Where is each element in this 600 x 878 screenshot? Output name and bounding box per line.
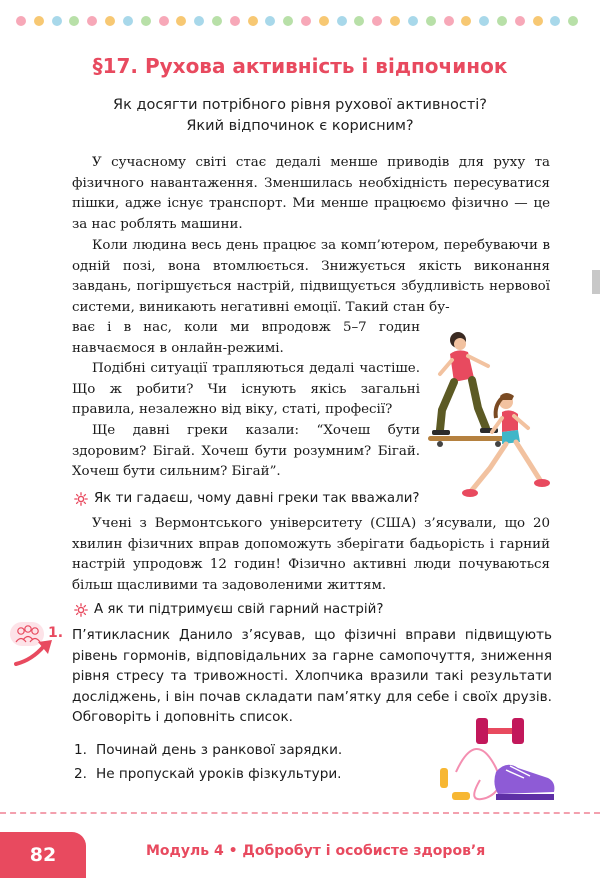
task-number: 1. (48, 625, 64, 641)
decorative-dot (479, 16, 489, 26)
question-2 (74, 600, 383, 620)
decorative-dot (194, 16, 204, 26)
decorative-dots-row (16, 16, 586, 28)
decorative-dot (568, 16, 578, 26)
decorative-dot (372, 16, 382, 26)
question-2-text: А як ти підтримуєш свій гарний настрій? (94, 602, 384, 617)
sun-icon (74, 492, 88, 506)
decorative-dot (34, 16, 44, 26)
paragraph-2-tail: ває і в нас, коли ми впродовж 5–7 годин навчаємося в онлайн-режимі. (72, 320, 420, 356)
paragraph-3: Подібні ситуації трапляються дедалі частіше. Що ж робити? Чи існують якісь загальні правила, незалежно від віку, статі, професії? (72, 361, 420, 418)
decorative-dot (354, 16, 364, 26)
list-item-text: Не пропускай уроків фізкультури. (96, 766, 342, 782)
decorative-dot (212, 16, 222, 26)
paragraph-4: Ще давні греки казали: “Хочеш бути здоровим? Бігай. Хочеш бути розумним? Бігай. Хочеш бути сильним? Бігай”. (72, 423, 420, 480)
decorative-dot (283, 16, 293, 26)
fitness-equipment-illustration (436, 708, 558, 810)
decorative-dot (265, 16, 275, 26)
decorative-dot (123, 16, 133, 26)
footer-divider (0, 812, 600, 814)
decorative-dot (159, 16, 169, 26)
decorative-dot (87, 16, 97, 26)
decorative-dot (497, 16, 507, 26)
decorative-dot (141, 16, 151, 26)
footer-module-title: Модуль 4 • Добробут і особисте здоров’я (146, 843, 486, 859)
decorative-dot (533, 16, 543, 26)
decorative-dot (16, 16, 26, 26)
section-subtitle (80, 95, 520, 137)
subtitle-line-1: Як досягти потрібного рівня рухової активності? (113, 97, 487, 113)
decorative-dot (390, 16, 400, 26)
list-item (74, 762, 342, 786)
decorative-dot (550, 16, 560, 26)
decorative-dot (52, 16, 62, 26)
task-text: П’ятикласник Данило з’ясував, що фізичні вправи підвищують рівень гормонів, відповідальних за гарне самопочуття, зниження рівня стресу та тривожності. Хлопчика вразили такі результати досліджень, і він почав складати пам’ятку для себе і своїх друзів. Обговоріть і доповніть список. (72, 627, 552, 726)
decorative-dot (408, 16, 418, 26)
page-edge-marker (592, 270, 600, 294)
decorative-dot (515, 16, 525, 26)
list-item-text: Починай день з ранкової зарядки. (96, 742, 343, 758)
paragraph-2: Коли людина весь день працює за комп’ютером, перебуваючи в одній позі, вона втомлюється. Знижується якість виконання завдань, погіршується настрій, підвищується збудливість нервової системи, виникають негативні емоції. Такий стан бу- (72, 238, 550, 315)
decorative-dot (301, 16, 311, 26)
paragraph-5: Учені з Вермонтського університету (США) з’ясували, що 20 хвилин фізичних вправ допоможуть зберігати бадьорість і гарний настрій упродовж 12 годин! Фізично активні люди почуваються більш щасливими та задоволеними життям. (72, 516, 550, 593)
skateboarder-and-runner-illustration (428, 330, 558, 500)
decorative-dot (319, 16, 329, 26)
list-item (74, 738, 342, 762)
memo-list (74, 738, 342, 786)
page-number: 82 (0, 832, 86, 878)
arrow-icon (14, 638, 54, 666)
decorative-dot (444, 16, 454, 26)
subtitle-line-2: Який відпочинок є корисним? (186, 118, 414, 134)
question-1 (74, 489, 420, 509)
decorative-dot (461, 16, 471, 26)
decorative-dot (426, 16, 436, 26)
decorative-dot (69, 16, 79, 26)
decorative-dot (337, 16, 347, 26)
question-1-text: Як ти гадаєш, чому давні греки так вважали? (94, 491, 420, 506)
section-title: §17. Рухова активність і відпочинок (92, 54, 508, 78)
decorative-dot (230, 16, 240, 26)
decorative-dot (248, 16, 258, 26)
decorative-dot (176, 16, 186, 26)
paragraph-1: У сучасному світі стає дедалі менше приводів для руху та фізичного навантаження. Зменшилась необхідність пересуватися пішки, адже існує транспорт. Ми менше працюємо фізично — це за нас роблять машини. (72, 155, 550, 232)
list-item-number: 1. (74, 742, 87, 758)
list-item-number: 2. (74, 766, 87, 782)
decorative-dot (105, 16, 115, 26)
sun-icon (74, 603, 88, 617)
